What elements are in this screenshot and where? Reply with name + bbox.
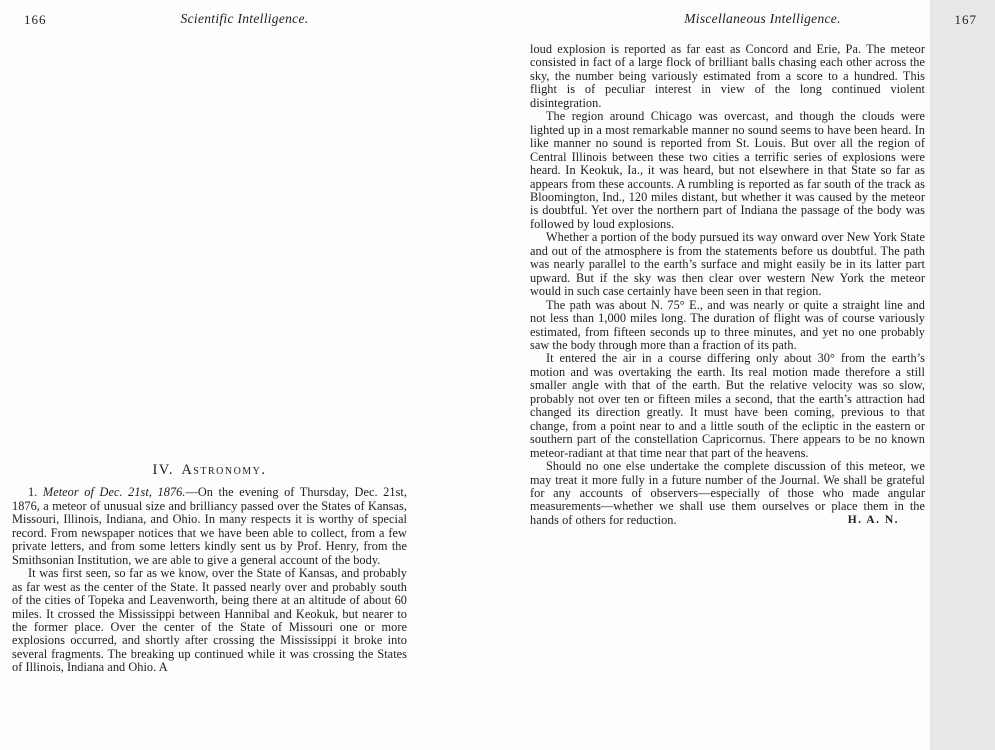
page-167 <box>465 0 977 750</box>
author-initials: H. A. N. <box>847 513 899 526</box>
page-number-right: 167 <box>954 12 977 27</box>
item-number: 1. <box>28 485 38 500</box>
running-head-left <box>12 11 477 29</box>
paragraph-region-chicago: The region around Chicago was overcast, and though the clouds were lighted up in a most remarkable manner no sound seems to have been heard. In like manner no sound is reported from St. Louis. But over all the region of Central Illinois between these two cities a terrific series of explosions were heard. In Keokuk, Ia., it was heard, but not elsewhere in that State so far as appears from these accounts. A rumbling is reported as far south of the track as Bloomington, Ind., 120 miles distant, but whether it was caused by the meteor is doubtful. Yet over the northern part of Indiana the passage of the body was followed by loud explosions. <box>530 109 925 231</box>
paragraph-loud-explosion: loud explosion is reported as far east as Concord and Erie, Pa. The meteor consisted in fact of a large flock of brilliant balls chasing each other across the sky, the number being variously estimated from a score to a hundred. This flight is of peculiar interest in view of the long continued violent disintegration. <box>530 42 925 110</box>
paragraph-meteor-intro <box>12 486 407 567</box>
section-heading: IV. Astronomy. <box>152 462 267 478</box>
page-number-left: 166 <box>24 12 47 27</box>
paragraph-path-bearing: The path was about N. 75° E., and was nearly or quite a straight line and not less than 1,000 miles long. The duration of flight was of course variously estimated, from fifteen seconds up to three minutes, and yet no one probably saw the body through more than a fraction of its path. <box>530 297 925 352</box>
paragraph-text: —On the evening of Thursday, Dec. 21st, 1876, a meteor of unusual size and brilliancy passed over the States of Kansas, Missouri, Illinois, Indiana, and Ohio. In many respects it is worthy of special record. From newspaper notices that we have been able to collect, from a few private letters, and from some letters kindly sent us by Prof. Henry, from the Smithsonian Institution, we are able to give a general account of the body. <box>12 485 407 567</box>
item-title: Meteor of Dec. 21st, 1876. <box>42 485 186 500</box>
right-page-body <box>530 43 925 527</box>
paragraph-whether-portion: Whether a portion of the body pursued its way onward over New York State and out of the atmosphere is from the statements before us doubtful. The path was nearly parallel to the earth’s surface and might easily be in its latter part upward. But if the sky was then clear over western New York the meteor would in such case certainly have been seen in that region. <box>530 230 925 299</box>
running-title-right: Miscellaneous Intelligence. <box>684 11 841 26</box>
page-166 <box>0 0 465 750</box>
running-title-left: Scientific Intelligence. <box>180 11 309 26</box>
paragraph-future-discussion: Should no one else undertake the complete discussion of this meteor, we may treat it more fully in a future number of the Journal. We shall be grateful for any accounts of observers—especially of those who made angular measurements—whether we shall use them ourselves or place them in the hands of others for reduction. <box>530 459 925 527</box>
running-head-right <box>530 11 995 29</box>
astronomy-section <box>12 464 407 675</box>
paragraph-entered-air: It entered the air in a course differing only about 30° from the earth’s motion and was overtaking the earth. Its real motion made therefore a still smaller angle with that of the earth. But the relative velocity was so slow, probably not over ten or fifteen miles a second, that the earth’s attraction had changed its direction greatly. It must have been coming, previous to that change, from a point near to and a little south of the ecliptic in the eastern or southern part of the constellation Capricornus. There appears to be no known meteor-radiant at that time near that part of the heavens. <box>530 351 925 460</box>
paragraph-first-seen: It was first seen, so far as we know, over the State of Kansas, and probably as far west as the center of the State. It passed nearly over and probably south of the cities of Topeka and Leavenworth, being there at an altitude of about 60 miles. It crossed the Mississippi between Hannibal and Keokuk, but nearer to the former place. Over the center of the State of Missouri one or more explosions occurred, and shortly after crossing the Mississippi it broke into several fragments. The breaking up continued while it was crossing the States of Illinois, Indiana and Ohio. A <box>12 566 407 675</box>
